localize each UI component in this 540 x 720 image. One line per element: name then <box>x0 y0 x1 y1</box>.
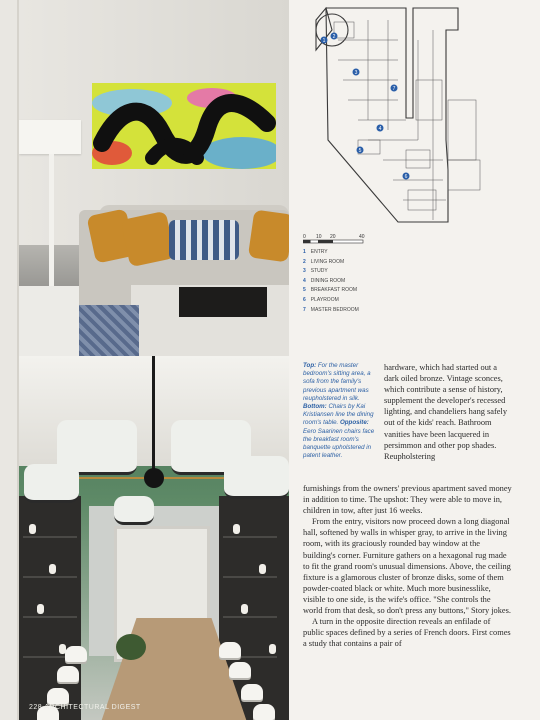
chandelier-rod <box>152 356 155 476</box>
dining-chair <box>57 666 79 682</box>
legend-number: 7 <box>303 306 306 313</box>
scale-label: 40 <box>359 234 365 240</box>
article-paragraph: From the entry, visitors now proceed down a long diagonal hall, softened by walls in whisper gray, to arrive in the living room, with its graciously rounded bay window at the building's corner. Furniture gathers on a hexagonal rug made to fit the grand room's unusual dimensions. Above, the ceiling fixture is a glamorous cluster of bronze disks, some of them powder-coated black or white. Much more businesslike, visible to one side, is the wife's office. "She controls the world from that desk, so don't press any buttons," Story jokes. <box>303 517 512 616</box>
caption-text-opposite: Eero Saarinen chairs face the breakfast room's banquette upholstered in patent leather. <box>303 427 375 460</box>
article-paragraph: furnishings from the owners' previous apartment saved money in addition to time. The upshot: They were able to move in, children in tow, after just 16 weeks. <box>303 484 512 516</box>
white-armchair <box>19 286 79 356</box>
article-text-narrow: hardware, which had started out a dark oiled bronze. Vintage sconces, which contribute a sense of history, supplement the developer's recessed lighting, and chandeliers hang safely out of the kids' reach. Bathroom vanities have been lacquered in persimmon and other pop shades. Reupholstering <box>384 363 508 461</box>
legend-label: BREAKFAST ROOM <box>310 287 358 294</box>
dining-chair <box>229 662 251 678</box>
caption-text-top: For the master bedroom's sitting area, a sofa from the family's previous apartment was reupholstered in silk. <box>303 362 371 402</box>
legend-item <box>303 296 359 306</box>
chandelier-shade <box>24 464 79 503</box>
legend-item <box>303 306 359 316</box>
legend-label: ENTRY <box>310 249 328 255</box>
floor-plan-legend <box>303 248 359 315</box>
legend-number: 2 <box>303 258 306 265</box>
floor-plan <box>298 0 540 232</box>
gold-pillow <box>248 209 289 262</box>
legend-label: MASTER BEDROOM <box>310 306 359 313</box>
ikat-pillow <box>169 220 239 260</box>
legend-label: LIVING ROOM <box>310 258 345 265</box>
scale-label: 20 <box>330 234 336 240</box>
page-folio: 228 ARCHITECTURAL DIGEST <box>29 704 141 711</box>
master-bedroom-sitting-area-photo <box>19 0 289 356</box>
scale-bar <box>303 232 373 248</box>
legend-number: 4 <box>303 277 306 284</box>
dining-room-photo <box>19 356 289 720</box>
dining-chair <box>253 704 275 720</box>
svg-text:3: 3 <box>354 70 358 76</box>
svg-text:7: 7 <box>392 86 396 92</box>
legend-label: STUDY <box>310 268 328 275</box>
legend-item <box>303 267 359 277</box>
dining-chair <box>241 684 263 700</box>
legend-label: DINING ROOM <box>310 277 346 284</box>
caption-text-bottom: Chairs by Kai Kristiansen line the dining room's table. <box>303 403 374 427</box>
legend-item <box>303 277 359 287</box>
svg-text:5: 5 <box>358 148 362 154</box>
black-tray <box>179 287 267 317</box>
page-gutter <box>0 0 19 720</box>
legend-number: 3 <box>303 268 306 275</box>
caption-label-top: Top: <box>303 362 317 369</box>
legend-item <box>303 248 359 258</box>
bookshelf-left <box>19 496 81 720</box>
svg-text:6: 6 <box>404 174 408 180</box>
rug <box>79 305 139 356</box>
caption-label-bottom: Bottom: <box>303 403 327 411</box>
dining-chair <box>47 688 69 704</box>
chandelier-hub <box>144 468 164 488</box>
plant-centerpiece <box>116 634 146 660</box>
abstract-painting <box>92 83 276 169</box>
dining-chair <box>65 646 87 662</box>
photo-caption <box>303 362 378 460</box>
scale-label: 0 <box>303 234 306 240</box>
legend-item <box>303 258 359 268</box>
svg-text:2: 2 <box>332 34 336 40</box>
floor-lamp-pole <box>49 154 54 304</box>
dining-chair <box>219 642 241 658</box>
legend-item <box>303 286 359 296</box>
caption-label-opposite: Opposite: <box>339 419 369 427</box>
legend-label: PLAYROOM <box>310 296 339 303</box>
svg-text:1: 1 <box>322 38 326 44</box>
article-paragraph: A turn in the opposite direction reveals an enfilade of public spaces defined by a series of French doors. First comes a study that contains a pair of <box>303 617 511 649</box>
svg-text:4: 4 <box>378 126 382 132</box>
article-text <box>303 483 512 649</box>
floor-lamp-shade <box>19 120 81 154</box>
legend-number: 1 <box>303 249 306 255</box>
legend-number: 6 <box>303 296 306 303</box>
gold-pillow <box>121 211 176 268</box>
chandelier-shade <box>114 496 154 525</box>
scale-label: 10 <box>316 234 322 240</box>
chandelier-shade <box>224 456 289 499</box>
legend-number: 5 <box>303 287 306 294</box>
